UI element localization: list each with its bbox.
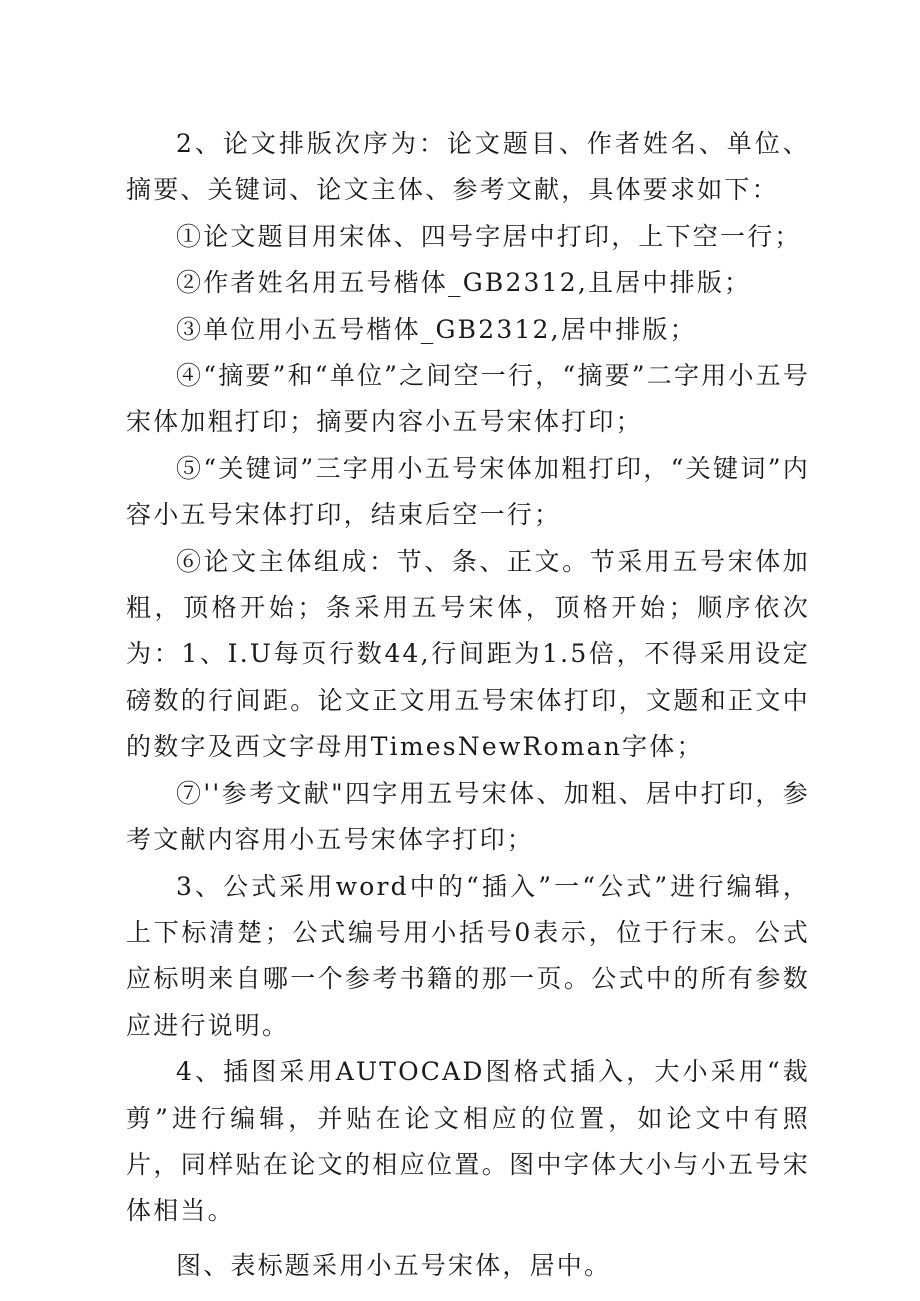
paragraph-title-format: ①论文题目用宋体、四号字居中打印，上下空一行； xyxy=(176,221,802,251)
paragraph-author-format: ②作者姓名用五号楷体_GB2312,且居中排版； xyxy=(176,268,752,298)
paragraph-references-format: ⑦''参考文献"四字用五号宋体、加粗、居中打印，参考文献内容用小五号宋体字打印； xyxy=(126,778,810,855)
paragraph-abstract-format: ④“摘要”和“单位”之间空一行，“摘要”二字用小五号宋体加粗打印；摘要内容小五号宋体打印； xyxy=(126,361,810,437)
document-body xyxy=(126,121,810,1289)
paragraph-caption-rules: 图、表标题采用小五号宋体，居中。 xyxy=(176,1250,612,1280)
paragraph-unit-format: ③单位用小五号楷体_GB2312,居中排版； xyxy=(176,314,697,344)
paragraph-layout-order: 2、论文排版次序为：论文题目、作者姓名、单位、摘要、关键词、论文主体、参考文献，具体要求如下： xyxy=(126,129,810,205)
paragraph-formula-rules: 3、公式采用word中的“插入”一“公式”进行编辑，上下标清楚；公式编号用小括号0表示，位于行末。公式应标明来自哪一个参考书籍的那一页。公式中的所有参数应进行说明。 xyxy=(126,871,810,1040)
paragraph-body-format: ⑥论文主体组成：节、条、正文。节采用五号宋体加粗，顶格开始；条采用五号宋体，顶格开始；顺序依次为：1、I.U每页行数44,行间距为1.5倍，不得采用设定磅数的行间距。论文正文用五号宋体打印，文题和正文中的数字及西文字母用TimesNewRoman字体； xyxy=(126,546,810,762)
paragraph-figure-rules: 4、插图采用AUTOCAD图格式插入，大小采用“裁剪”进行编辑，并贴在论文相应的位置，如论文中有照片，同样贴在论文的相应位置。图中字体大小与小五号宋体相当。 xyxy=(126,1057,810,1226)
paragraph-keywords-format: ⑤“关键词”三字用小五号宋体加粗打印，“关键词”内容小五号宋体打印，结束后空一行； xyxy=(126,453,810,530)
